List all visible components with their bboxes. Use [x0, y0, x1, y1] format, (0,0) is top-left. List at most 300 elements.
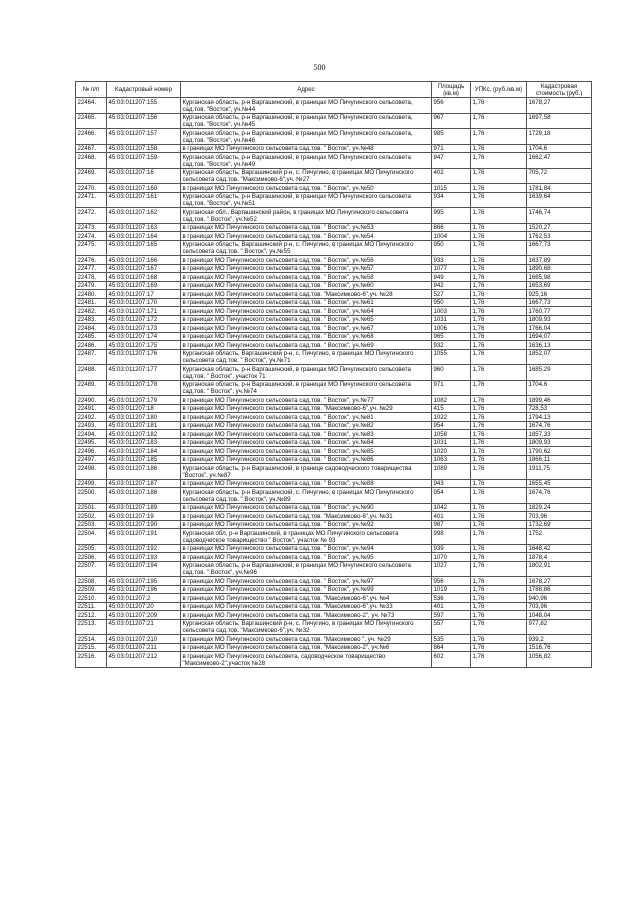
address-cell: Курганская область, Варгашинский р-н, с. Пичугино, в границах МО Пичугинского сельсовета сад.тов. " Восток", уч.№71 [181, 349, 432, 365]
cadastral-number-cell: 45:03:011207:210 [107, 635, 181, 644]
cadastral-value-cell: 703,96 [527, 512, 592, 521]
cadastral-number-cell: 45:03:011207:172 [107, 315, 181, 324]
row-number-cell: 22494. [76, 430, 107, 439]
address-cell: в границах МО Пичугинского сельсовета сад.тов. " Восток", уч.№90 [181, 503, 432, 512]
area-cell: 1070 [432, 553, 471, 562]
upks-cell: 1,76 [471, 520, 527, 529]
row-number-cell: 22497. [76, 455, 107, 464]
area-cell: 998 [432, 529, 471, 545]
table-row [76, 585, 592, 594]
upks-cell: 1,76 [471, 577, 527, 586]
row-number-cell: 22471. [76, 192, 107, 208]
table-row [76, 447, 592, 456]
cadastral-number-cell: 45:03:011207:158 [107, 144, 181, 153]
upks-cell: 1,76 [471, 232, 527, 241]
address-cell: в границах МО Пичугинского сельсовета сад.тов. " Восток", уч.№61 [181, 298, 432, 307]
cadastral-number-cell: 45:03:011207:18 [107, 404, 181, 413]
upks-cell: 1,76 [471, 223, 527, 232]
address-cell: в границах МО Пичугинского сельсовета сад.тов. " Восток", уч.№53 [181, 223, 432, 232]
row-number-cell: 22516. [76, 652, 107, 668]
upks-cell: 1,76 [471, 561, 527, 577]
cadastral-value-cell: 1899,46 [527, 396, 592, 405]
table-row [76, 240, 592, 256]
address-cell: в границах МО Пичугинского сельсовета сад.тов. " Восток", уч.№57 [181, 264, 432, 273]
row-number-cell: 22475. [76, 240, 107, 256]
cadastral-value-cell: 1694,07 [527, 332, 592, 341]
table-row [76, 512, 592, 521]
area-cell: 1055 [432, 349, 471, 365]
cadastral-value-cell: 1781,84 [527, 184, 592, 193]
area-cell: 1082 [432, 396, 471, 405]
address-cell: в границах МО Пичугинского сельсовета сад.тов. " Восток", уч.№82 [181, 421, 432, 430]
cadastral-value-cell: 1667,73 [527, 298, 592, 307]
table-row [76, 455, 592, 464]
address-cell: в границах МО Пичугинского сельсовета сад.тов. "Максимково-2", уч.№6 [181, 643, 432, 652]
cadastral-value-cell: 1678,27 [527, 577, 592, 586]
upks-cell: 1,76 [471, 240, 527, 256]
table-row [76, 464, 592, 480]
area-cell: 939 [432, 544, 471, 553]
upks-cell: 1,76 [471, 144, 527, 153]
row-number-cell: 22473. [76, 223, 107, 232]
address-cell: в границах МО Пичугинского сельсовета сад.тов. " Восток", уч.№54 [181, 232, 432, 241]
table-row [76, 332, 592, 341]
address-cell: в границах МО Пичугинского сельсовета сад.тов. " Восток", уч.№92 [181, 520, 432, 529]
area-cell: 401 [432, 512, 471, 521]
area-cell: 1031 [432, 438, 471, 447]
cadastral-value-cell: 1653,69 [527, 281, 592, 290]
cadastral-value-cell: 1685,29 [527, 365, 592, 381]
cadastral-number-cell: 45:03:011207:169 [107, 281, 181, 290]
table-row [76, 438, 592, 447]
area-cell: 1004 [432, 232, 471, 241]
cadastral-value-cell: 1674,76 [527, 421, 592, 430]
upks-cell: 1,76 [471, 290, 527, 299]
area-cell: 1019 [432, 585, 471, 594]
table-row [76, 192, 592, 208]
cadastral-number-cell: 45:03:011207:186 [107, 464, 181, 480]
cadastral-value-cell: 939,2 [527, 635, 592, 644]
table-row [76, 232, 592, 241]
cadastral-number-cell: 45:03:011207:187 [107, 479, 181, 488]
cadastral-value-cell: 1704,6 [527, 380, 592, 396]
cadastral-number-cell: 45:03:011207:2 [107, 594, 181, 603]
address-cell: Курганская область, р-н Варгашинский, в границах МО Пичугинского сельсовета сад.тов. " Восток", участок 71 [181, 365, 432, 381]
cadastral-number-cell: 45:03:011207:16 [107, 168, 181, 184]
upks-cell: 1,76 [471, 341, 527, 350]
upks-cell: 1,76 [471, 512, 527, 521]
address-cell: в границах МО Пичугинского сельсовета сад.тов. " Восток", уч.№85 [181, 447, 432, 456]
row-number-cell: 22500. [76, 488, 107, 504]
cadastral-number-cell: 45:03:011207:183 [107, 438, 181, 447]
upks-cell: 1,76 [471, 307, 527, 316]
address-cell: в границах МО Пичугинского сельсовета сад.тов. "Максимково-6",уч. №29 [181, 404, 432, 413]
cadastral-number-cell: 45:03:011207:184 [107, 447, 181, 456]
area-cell: 971 [432, 144, 471, 153]
row-number-cell: 22483. [76, 315, 107, 324]
cadastral-number-cell: 45:03:011207:193 [107, 553, 181, 562]
cadastral-value-cell: 1636,13 [527, 341, 592, 350]
area-cell: 995 [432, 208, 471, 224]
row-number-cell: 22515. [76, 643, 107, 652]
address-cell: в границах МО Пичугинского сельсовета сад.тов. " Восток", уч.№84 [181, 438, 432, 447]
upks-cell: 1,76 [471, 324, 527, 333]
row-number-cell: 22489. [76, 380, 107, 396]
table-row [76, 129, 592, 145]
address-cell: в границах МО Пичугинского сельсовета сад.тов. " Восток", уч.№58 [181, 273, 432, 282]
table-row [76, 561, 592, 577]
cadastral-number-cell: 45:03:011207:195 [107, 577, 181, 586]
cadastral-value-cell: 1732,69 [527, 520, 592, 529]
upks-cell: 1,76 [471, 264, 527, 273]
address-cell: в границах МО Пичугинского сельсовета сад.тов. " Восток", уч.№69 [181, 341, 432, 350]
address-cell: в границах МО Пичугинского сельсовета сад.тов. " Восток", уч.№65 [181, 315, 432, 324]
cadastral-value-cell: 1788,86 [527, 585, 592, 594]
area-cell: 535 [432, 635, 471, 644]
cadastral-number-cell: 45:03:011207:209 [107, 611, 181, 620]
address-cell: в границах МО Пичугинского сельсовета сад.тов. " Восток", уч.№68 [181, 332, 432, 341]
upks-cell: 1,76 [471, 585, 527, 594]
row-number-cell: 22486. [76, 341, 107, 350]
row-number-cell: 22472. [76, 208, 107, 224]
cadastral-number-cell: 45:03:011207:180 [107, 413, 181, 422]
cadastral-number-cell: 45:03:011207:194 [107, 561, 181, 577]
row-number-cell: 22470. [76, 184, 107, 193]
table-row [76, 341, 592, 350]
table-row [76, 144, 592, 153]
upks-cell: 1,76 [471, 464, 527, 480]
upks-cell: 1,76 [471, 332, 527, 341]
address-cell: в границах МО Пичугинского сельсовета сад.тов. "Максимково ", уч. №29 [181, 635, 432, 644]
cadastral-value-cell: 703,96 [527, 602, 592, 611]
table-row [76, 520, 592, 529]
upks-cell: 1,76 [471, 479, 527, 488]
upks-cell: 1,76 [471, 380, 527, 396]
cadastral-number-cell: 45:03:011207:164 [107, 232, 181, 241]
area-cell: 954 [432, 421, 471, 430]
area-cell: 943 [432, 479, 471, 488]
cadastral-value-cell: 1729,18 [527, 129, 592, 145]
upks-cell: 1,76 [471, 430, 527, 439]
cadastral-number-cell: 45:03:011207:182 [107, 430, 181, 439]
area-cell: 949 [432, 273, 471, 282]
area-cell: 602 [432, 652, 471, 668]
row-number-cell: 22469. [76, 168, 107, 184]
upks-cell: 1,76 [471, 315, 527, 324]
cadastral-number-cell: 45:03:011207:168 [107, 273, 181, 282]
cadastral-value-table [75, 81, 592, 668]
page-number: 500 [313, 63, 326, 72]
area-cell: 933 [432, 256, 471, 265]
table-row [76, 307, 592, 316]
table-row [76, 256, 592, 265]
cadastral-number-cell: 45:03:011207:156 [107, 113, 181, 129]
header-number: № п/п [76, 82, 107, 98]
row-number-cell: 22464. [76, 98, 107, 114]
upks-cell: 1,76 [471, 153, 527, 169]
table-header-row [76, 82, 592, 98]
cadastral-value-cell: 728,53 [527, 404, 592, 413]
address-cell: Курганская область, р-н Варгашинский, в границах МО Пичугинского сельсовета, сад.тов. "Восток", уч.№44 [181, 98, 432, 114]
table-row [76, 223, 592, 232]
table-row [76, 619, 592, 635]
area-cell: 950 [432, 298, 471, 307]
table-row [76, 298, 592, 307]
row-number-cell: 22479. [76, 281, 107, 290]
upks-cell: 1,76 [471, 447, 527, 456]
address-cell: Курганская область, р-н Варгашинский, в границах МО Пичугинского сельсовета, сад.тов. "Восток", уч.№45 [181, 113, 432, 129]
upks-cell: 1,76 [471, 503, 527, 512]
cadastral-number-cell: 45:03:011207:176 [107, 349, 181, 365]
table-row [76, 611, 592, 620]
cadastral-value-cell: 1648,42 [527, 544, 592, 553]
area-cell: 1003 [432, 307, 471, 316]
cadastral-value-cell: 1766,04 [527, 324, 592, 333]
row-number-cell: 22495. [76, 438, 107, 447]
cadastral-value-cell: 1746,74 [527, 208, 592, 224]
upks-cell: 1,76 [471, 611, 527, 620]
cadastral-number-cell: 45:03:011207:159 [107, 153, 181, 169]
table-row [76, 208, 592, 224]
table-row [76, 264, 592, 273]
row-number-cell: 22476. [76, 256, 107, 265]
cadastral-number-cell: 45:03:011207:165 [107, 240, 181, 256]
cadastral-value-cell: 1048,04 [527, 611, 592, 620]
area-cell: 527 [432, 290, 471, 299]
row-number-cell: 22509. [76, 585, 107, 594]
row-number-cell: 22507. [76, 561, 107, 577]
cadastral-number-cell: 45:03:011207:19 [107, 512, 181, 521]
cadastral-value-cell: 1665,98 [527, 273, 592, 282]
table-row [76, 594, 592, 603]
cadastral-value-cell: 1794,13 [527, 413, 592, 422]
row-number-cell: 22492. [76, 413, 107, 422]
row-number-cell: 22514. [76, 635, 107, 644]
row-number-cell: 22510. [76, 594, 107, 603]
row-number-cell: 22491. [76, 404, 107, 413]
upks-cell: 1,76 [471, 421, 527, 430]
cadastral-number-cell: 45:03:011207:178 [107, 380, 181, 396]
cadastral-number-cell: 45:03:011207:174 [107, 332, 181, 341]
area-cell: 1015 [432, 184, 471, 193]
upks-cell: 1,76 [471, 365, 527, 381]
cadastral-number-cell: 45:03:011207:21 [107, 619, 181, 635]
cadastral-value-cell: 1760,77 [527, 307, 592, 316]
table-row [76, 273, 592, 282]
row-number-cell: 22487. [76, 349, 107, 365]
cadastral-number-cell: 45:03:011207:181 [107, 421, 181, 430]
address-cell: в границах МО Пичугинского сельсовета сад.тов. " Восток", уч.№83 [181, 430, 432, 439]
table-row [76, 413, 592, 422]
area-cell: 956 [432, 577, 471, 586]
area-cell: 415 [432, 404, 471, 413]
row-number-cell: 22488. [76, 365, 107, 381]
cadastral-value-cell: 1704,6 [527, 144, 592, 153]
upks-cell: 1,76 [471, 281, 527, 290]
area-cell: 402 [432, 168, 471, 184]
row-number-cell: 22513. [76, 619, 107, 635]
table-row [76, 380, 592, 396]
cadastral-value-cell: 1911,75 [527, 464, 592, 480]
table-row [76, 168, 592, 184]
upks-cell: 1,76 [471, 594, 527, 603]
cadastral-number-cell: 45:03:011207:175 [107, 341, 181, 350]
table-row [76, 421, 592, 430]
cadastral-number-cell: 45:03:011207:155 [107, 98, 181, 114]
area-cell: 1020 [432, 447, 471, 456]
upks-cell: 1,76 [471, 256, 527, 265]
upks-cell: 1,76 [471, 413, 527, 422]
cadastral-number-cell: 45:03:011207:161 [107, 192, 181, 208]
area-cell: 954 [432, 488, 471, 504]
address-cell: Курганская область, Варгашинский р-н, с. Пичугино, в границах МО Пичугинского сельсовета сад.тов. " Восток", уч.№55 [181, 240, 432, 256]
table-row [76, 544, 592, 553]
table-row [76, 98, 592, 114]
address-cell: Курганская обл., Варгашинский район, в границах МО Пичугинского сельсовета сад.тов. " Восток", уч.№52 [181, 208, 432, 224]
table-row [76, 324, 592, 333]
cadastral-number-cell: 45:03:011207:191 [107, 529, 181, 545]
area-cell: 557 [432, 619, 471, 635]
cadastral-value-cell: 1662,47 [527, 153, 592, 169]
table-row [76, 153, 592, 169]
table-row [76, 184, 592, 193]
address-cell: в границах МО Пичугинского сельсовета сад.тов. " Восток", уч.№64 [181, 307, 432, 316]
address-cell: Курганская область, р-н Варгашинский, в границах МО Пичугинского сельсовета, сад.тов. "Восток", уч.№46 [181, 129, 432, 145]
upks-cell: 1,76 [471, 298, 527, 307]
cadastral-value-cell: 1866,11 [527, 455, 592, 464]
cadastral-number-cell: 45:03:011207:179 [107, 396, 181, 405]
cadastral-value-cell: 1878,4 [527, 553, 592, 562]
upks-cell: 1,76 [471, 455, 527, 464]
address-cell: Курганская область, р-н Варгашинский, в границах МО Пичугинского сельсовета сад.тов. " Восток", уч.№74 [181, 380, 432, 396]
cadastral-value-cell: 1762,53 [527, 232, 592, 241]
cadastral-number-cell: 45:03:011207:188 [107, 488, 181, 504]
area-cell: 950 [432, 240, 471, 256]
area-cell: 1006 [432, 324, 471, 333]
area-cell: 985 [432, 129, 471, 145]
area-cell: 956 [432, 98, 471, 114]
cadastral-value-cell: 925,16 [527, 290, 592, 299]
table-row [76, 529, 592, 545]
cadastral-value-cell: 1674,76 [527, 488, 592, 504]
area-cell: 960 [432, 365, 471, 381]
table-row [76, 652, 592, 668]
upks-cell: 1,76 [471, 208, 527, 224]
cadastral-number-cell: 45:03:011207:192 [107, 544, 181, 553]
address-cell: в границах МО Пичугинского сельсовета сад.тов. " Восток", уч.№99 [181, 585, 432, 594]
row-number-cell: 22490. [76, 396, 107, 405]
table-row [76, 404, 592, 413]
area-cell: 401 [432, 602, 471, 611]
header-area: Площадь (кв.м) [432, 82, 471, 98]
row-number-cell: 22498. [76, 464, 107, 480]
row-number-cell: 22477. [76, 264, 107, 273]
upks-cell: 1,76 [471, 544, 527, 553]
upks-cell: 1,76 [471, 184, 527, 193]
area-cell: 967 [432, 113, 471, 129]
address-cell: Курганская область, р-н Варгашинский, в границах МО Пичугинского сельсовета сад.тов. "Восток", уч.№51 [181, 192, 432, 208]
address-cell: в границах МО Пичугинского сельсовета сад.тов. " Восток", уч.№95 [181, 553, 432, 562]
address-cell: в границах МО Пичугинского сельсовета сад.тов. " Восток", уч.№67 [181, 324, 432, 333]
area-cell: 965 [432, 332, 471, 341]
table-row [76, 503, 592, 512]
header-cadastral-number: Кадастровый номер [107, 82, 181, 98]
table-row [76, 281, 592, 290]
table-row [76, 349, 592, 365]
cadastral-value-cell: 977,82 [527, 619, 592, 635]
row-number-cell: 22505. [76, 544, 107, 553]
address-cell: Курганская область, р-н Варгашинский, в границах МО Пичугинского сельсовета сад.тов. "Восток", уч.№49 [181, 153, 432, 169]
row-number-cell: 22506. [76, 553, 107, 562]
row-number-cell: 22503. [76, 520, 107, 529]
area-cell: 866 [432, 223, 471, 232]
upks-cell: 1,76 [471, 273, 527, 282]
table-row [76, 315, 592, 324]
cadastral-number-cell: 45:03:011207:163 [107, 223, 181, 232]
row-number-cell: 22480. [76, 290, 107, 299]
area-cell: 1058 [432, 430, 471, 439]
row-number-cell: 22511. [76, 602, 107, 611]
cadastral-value-cell: 1655,45 [527, 479, 592, 488]
cadastral-number-cell: 45:03:011207:212 [107, 652, 181, 668]
row-number-cell: 22501. [76, 503, 107, 512]
row-number-cell: 22478. [76, 273, 107, 282]
table-row [76, 113, 592, 129]
cadastral-value-cell: 1802,91 [527, 561, 592, 577]
cadastral-value-cell: 1516,76 [527, 643, 592, 652]
address-cell: в границах МО Пичугинского сельсовета сад.тов. " Восток", уч.№50 [181, 184, 432, 193]
cadastral-value-cell: 1829,24 [527, 503, 592, 512]
cadastral-number-cell: 45:03:011207:20 [107, 602, 181, 611]
cadastral-value-cell: 1667,73 [527, 240, 592, 256]
table-row [76, 635, 592, 644]
address-cell: в границах МО Пичугинского сельсовета сад.тов. " Восток", уч.№48 [181, 144, 432, 153]
table-row [76, 577, 592, 586]
address-cell: в границах МО Пичугинского сельсовета сад.тов. " Восток", уч.№60 [181, 281, 432, 290]
area-cell: 932 [432, 341, 471, 350]
table-row [76, 488, 592, 504]
table-body [76, 98, 592, 668]
cadastral-value-cell: 1697,58 [527, 113, 592, 129]
table-row [76, 396, 592, 405]
cadastral-number-cell: 45:03:011207:189 [107, 503, 181, 512]
address-cell: Курганская обл, р-н Варгашинский, в границах МО Пичугинского сельсовета садоводческое товарищество " Восток", участок № 93 [181, 529, 432, 545]
cadastral-number-cell: 45:03:011207:17 [107, 290, 181, 299]
cadastral-number-cell: 45:03:011207:196 [107, 585, 181, 594]
header-upks: УПКс. (руб./кв.м) [471, 82, 527, 98]
cadastral-value-cell: 705,72 [527, 168, 592, 184]
cadastral-value-cell: 1637,89 [527, 256, 592, 265]
row-number-cell: 22482. [76, 307, 107, 316]
address-cell: в границах МО Пичугинского сельсовета сад.тов. "Максимково-6",уч. №31 [181, 512, 432, 521]
area-cell: 1042 [432, 503, 471, 512]
address-cell: в границах МО Пичугинского сельсовета, садоводческое товарищество "Максимково-2",участок №28 [181, 652, 432, 668]
address-cell: в границах МО Пичугинского сельсовета сад.тов. " Восток", уч.№94 [181, 544, 432, 553]
row-number-cell: 22468. [76, 153, 107, 169]
cadastral-number-cell: 45:03:011207:167 [107, 264, 181, 273]
area-cell: 942 [432, 281, 471, 290]
row-number-cell: 22474. [76, 232, 107, 241]
upks-cell: 1,76 [471, 396, 527, 405]
cadastral-value-cell: 1520,27 [527, 223, 592, 232]
upks-cell: 1,76 [471, 438, 527, 447]
cadastral-number-cell: 45:03:011207:166 [107, 256, 181, 265]
area-cell: 1022 [432, 413, 471, 422]
cadastral-value-cell: 1752 [527, 529, 592, 545]
cadastral-number-cell: 45:03:011207:185 [107, 455, 181, 464]
upks-cell: 1,76 [471, 488, 527, 504]
upks-cell: 1,76 [471, 98, 527, 114]
